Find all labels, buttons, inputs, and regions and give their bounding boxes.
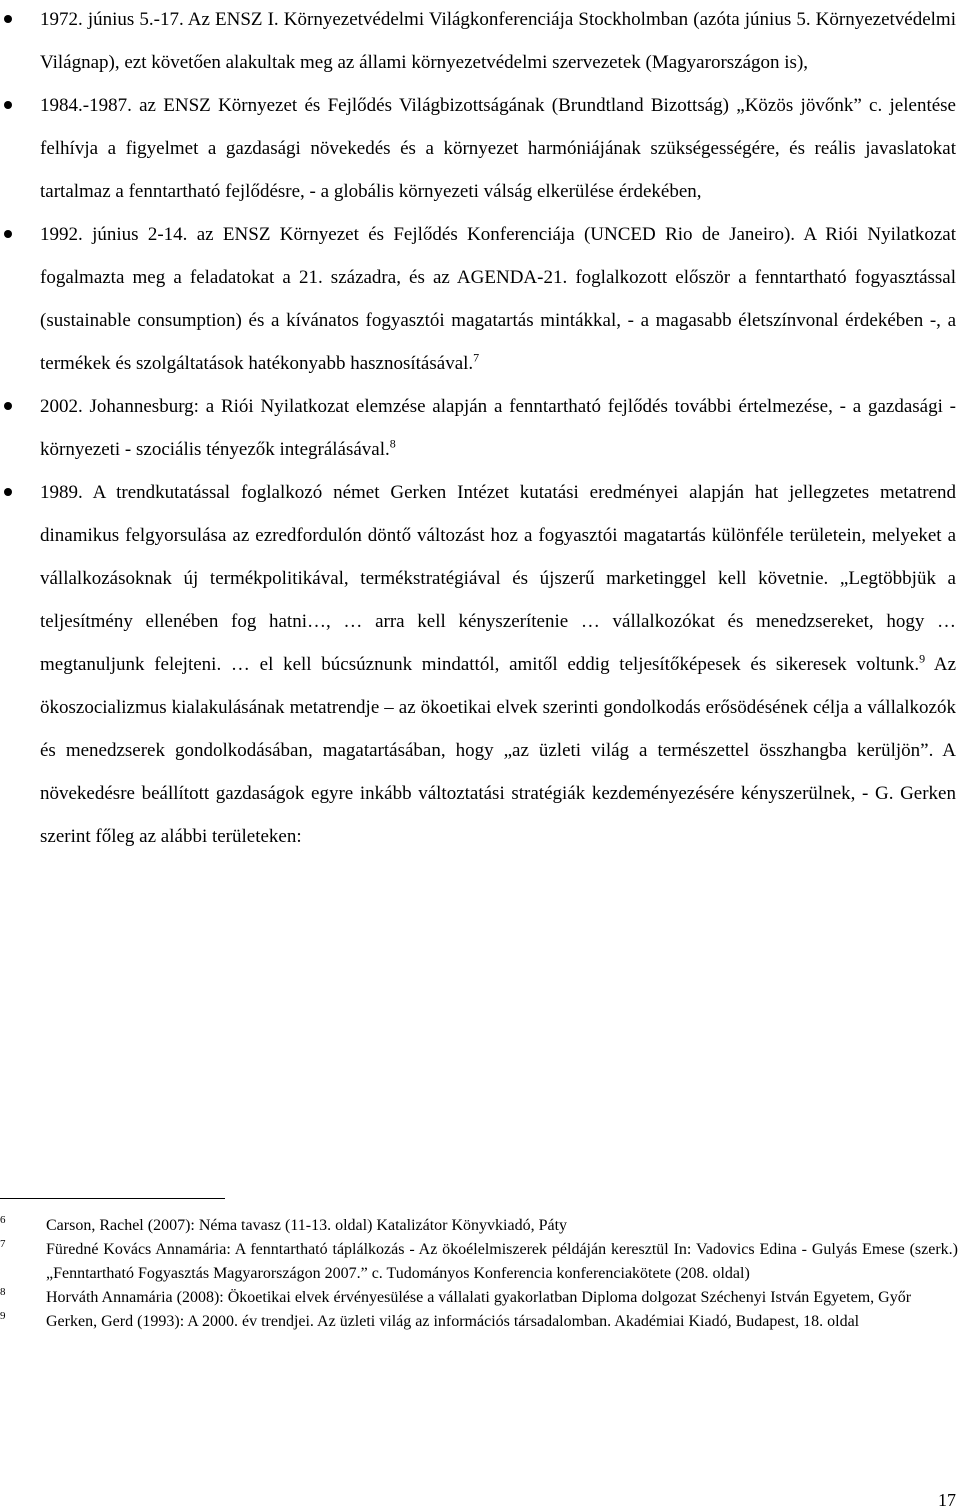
footnote-number: 6 bbox=[0, 1214, 6, 1226]
footnote-number: 9 bbox=[0, 1310, 6, 1322]
footnote-number: 8 bbox=[0, 1286, 6, 1298]
bullet-icon bbox=[4, 488, 12, 496]
list-item bbox=[0, 471, 960, 858]
page-number: 17 bbox=[938, 1490, 956, 1510]
item-text: 1992. június 2-14. az ENSZ Környezet és Fejlődés Konferenciája (UNCED Rio de Janeiro). A Riói Nyilatkozat fogalmazta meg a feladatokat a 21. századra, és az AGENDA-21. foglalkozott először a fenntartható fogyasztással (sustainable consumption) és a kívánatos fogyasztói magatartás mintákkal, - a magasabb életszínvonal érdekében -, a termékek és szolgáltatások hatékonyabb hasznosításával. bbox=[40, 224, 956, 374]
bullet-icon bbox=[4, 230, 12, 238]
footnote-text: Füredné Kovács Annamária: A fenntartható táplálkozás - Az ökoélelmiszerek példáján keresztül In: Vadovics Edina - Gulyás Emese (szerk.) „Fenntartható Fogyasztás Magyarországon 2007.” c. Tudományos Konferencia konferenciakötete (208. oldal) bbox=[46, 1241, 958, 1282]
list-item bbox=[0, 213, 960, 385]
bullet-icon bbox=[4, 402, 12, 410]
footnote bbox=[0, 1238, 960, 1286]
bullet-icon bbox=[4, 101, 12, 109]
footnotes bbox=[0, 1214, 960, 1334]
item-text: 2002. Johannesburg: a Riói Nyilatkozat elemzése alapján a fenntartható fejlődés további értelmezése, - a gazdasági - környezeti - szociális tényezők integrálásával. bbox=[40, 396, 956, 460]
item-text-continued: Az ökoszocializmus kialakulásának metatrendje – az ökoetikai elvek szerinti gondolkodás erősödésének célja a vállalkozók és menedzserek gondolkodásában, magatartásában, hogy „az üzleti világ a természettel összhangba kerüljön”. A növekedésre beállított gazdaságok egyre inkább változtatási stratégiák kezdeményezésére kényszerülnek, - G. Gerken szerint főleg az alábbi területeken: bbox=[40, 654, 957, 847]
footnote-divider bbox=[0, 1198, 225, 1199]
footnote-ref[interactable]: 8 bbox=[389, 436, 396, 451]
footnote bbox=[0, 1286, 960, 1310]
list-item bbox=[0, 0, 960, 84]
item-text: 1989. A trendkutatással foglalkozó német Gerken Intézet kutatási eredményei alapján hat jellegzetes metatrend dinamikus felgyorsulása az ezredfordulón döntő változást hoz a fogyasztói magatartás különféle területein, melyeket a vállalkozásoknak új termékpolitikával, termékstratégiával és újszerű marketinggel kell követnie. „Legtöbbjük a teljesítmény ellenében fog hatni…, … arra kell kényszerítenie … vállalkozókat és menedzsereket, hogy … megtanuljunk felejteni. … el kell búcsúznunk mindattól, amitől eddig teljesítőképesek és sikeresek voltunk. bbox=[40, 482, 956, 675]
footnote-ref[interactable]: 7 bbox=[473, 350, 480, 365]
footnote-text: Horváth Annamária (2008): Ökoetikai elvek érvényesülése a vállalati gyakorlatban Diploma dolgozat Széchenyi István Egyetem, Győr bbox=[46, 1289, 912, 1306]
list-item bbox=[0, 385, 960, 471]
bullet-icon bbox=[4, 15, 12, 23]
footnote-ref[interactable]: 9 bbox=[919, 651, 926, 666]
footnote-number: 7 bbox=[0, 1238, 6, 1250]
item-text: 1972. június 5.-17. Az ENSZ I. Környezetvédelmi Világkonferenciája Stockholmban (azóta június 5. Környezetvédelmi Világnap), ezt követően alakultak meg az állami környezetvédelmi szervezetek (Magyarországon is), bbox=[40, 9, 956, 73]
footnote-text: Carson, Rachel (2007): Néma tavasz (11-13. oldal) Katalizátor Könyvkiadó, Páty bbox=[46, 1217, 568, 1234]
footnote bbox=[0, 1310, 960, 1334]
footnote-text: Gerken, Gerd (1993): A 2000. év trendjei. Az üzleti világ az információs társadalomban. Akadémiai Kiadó, Budapest, 18. oldal bbox=[46, 1313, 860, 1330]
list-item bbox=[0, 84, 960, 213]
item-text: 1984.-1987. az ENSZ Környezet és Fejlődés Világbizottságának (Brundtland Bizottság) „Közös jövőnk” c. jelentése felhívja a figyelmet a gazdasági növekedés és a környezet harmóniájának szükségességére, és reális javaslatokat tartalmaz a fenntartható fejlődésre, - a globális környezeti válság elkerülése érdekében, bbox=[40, 95, 956, 202]
footnote bbox=[0, 1214, 960, 1238]
